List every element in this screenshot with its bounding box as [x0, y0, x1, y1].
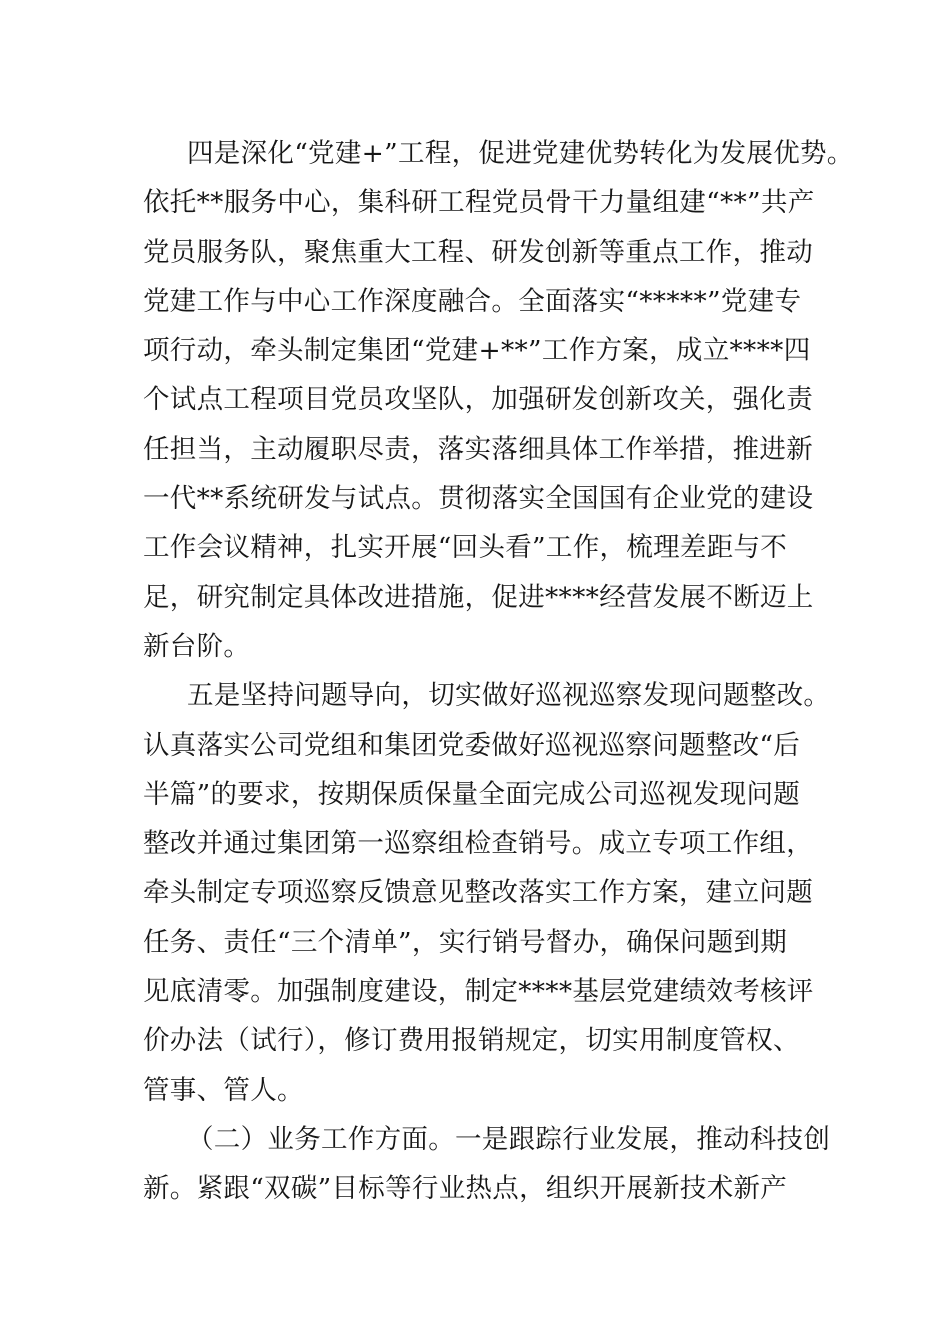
- text-line: 党建工作与中心工作深度融合。全面落实“*****”党建专: [143, 285, 802, 317]
- text-line: 工作会议精神，扎实开展“回头看”工作，梳理差距与不: [143, 532, 788, 564]
- text-line: 管事、管人。: [143, 1074, 304, 1106]
- text-line: 项行动，牵头制定集团“党建+**”工作方案，成立****四: [143, 335, 811, 367]
- text-line: 一代**系统研发与试点。贯彻落实全国国有企业党的建设: [143, 483, 814, 515]
- text-line: 价办法（试行），修订费用报销规定，切实用制度管权、: [143, 1025, 800, 1057]
- paragraph-5-heading-line: 五是坚持问题导向，切实做好巡视巡察发现问题整改。: [187, 680, 831, 712]
- text-line: 依托**服务中心，集科研工程党员骨干力量组建“**”共产: [143, 187, 815, 219]
- text-line: 新台阶。: [143, 630, 251, 662]
- body-text: [143, 129, 854, 1214]
- paragraph-4-heading-line: 四是深化“党建+”工程，促进党建优势转化为发展优势。: [187, 138, 854, 169]
- text-line: 牵头制定专项巡察反馈意见整改落实工作方案，建立问题: [143, 877, 813, 909]
- text-line: 新。紧跟“双碳”目标等行业热点，组织开展新技术新产: [143, 1173, 788, 1205]
- text-line: 党员服务队，聚焦重大工程、研发创新等重点工作，推动: [143, 236, 813, 268]
- text-line: 足，研究制定具体改进措施，促进****经营发展不断迈上: [143, 581, 814, 613]
- text-line: 见底清零。加强制度建设，制定****基层党建绩效考核评: [143, 976, 814, 1008]
- text-line: 认真落实公司党组和集团党委做好巡视巡察问题整改“后: [143, 729, 801, 761]
- text-line: 个试点工程项目党员攻坚队，加强研发创新攻关，强化责: [143, 384, 813, 416]
- text-line: 任务、责任“三个清单”，实行销号督办，确保问题到期: [143, 926, 788, 958]
- text-line: 任担当，主动履职尽责，落实落细具体工作举措，推进新: [143, 433, 813, 465]
- text-line: 半篇”的要求，按期保质保量全面完成公司巡视发现问题: [143, 778, 801, 810]
- section-2-heading-line: （二）业务工作方面。一是跟踪行业发展，推动科技创: [187, 1123, 831, 1155]
- text-line: 整改并通过集团第一巡察组检查销号。成立专项工作组，: [143, 828, 813, 860]
